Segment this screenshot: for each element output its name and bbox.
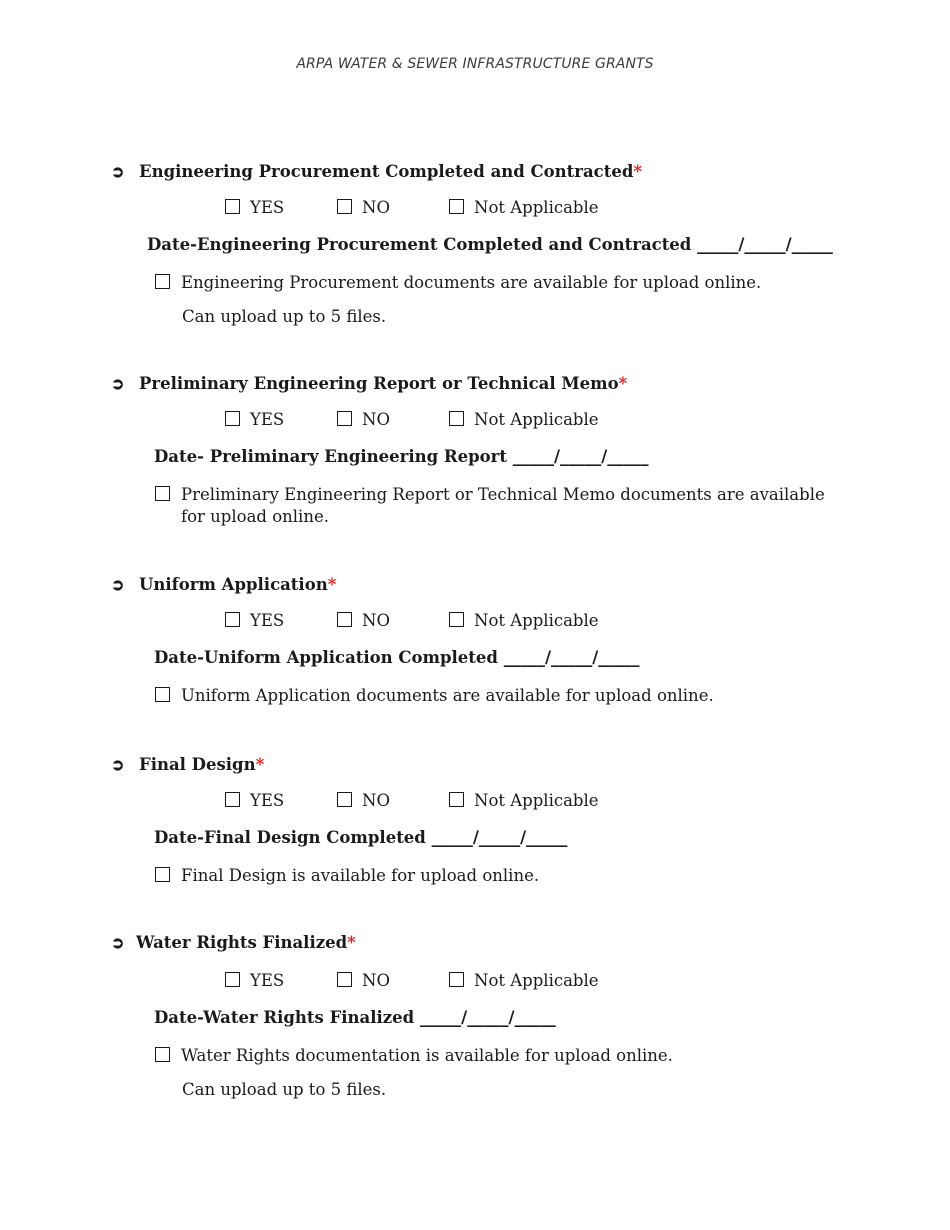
- yes-checkbox[interactable]: [225, 199, 240, 214]
- no-checkbox[interactable]: [337, 792, 352, 807]
- no-label: NO: [362, 971, 390, 990]
- option-not-applicable[interactable]: [449, 971, 599, 990]
- circled-arrow-icon: ➲: [111, 933, 125, 952]
- upload-limit-note: Can upload up to 5 files.: [182, 1080, 387, 1099]
- not-applicable-checkbox[interactable]: [449, 612, 464, 627]
- yes-label: YES: [250, 198, 285, 217]
- option-no[interactable]: [337, 611, 390, 630]
- upload-available[interactable]: [155, 1045, 835, 1067]
- date-field[interactable]: Date-Engineering Procurement Completed and Contracted _____/_____/_____: [147, 235, 833, 254]
- upload-text: Final Design is available for upload online.: [181, 866, 540, 885]
- not-applicable-label: Not Applicable: [474, 971, 599, 990]
- required-asterisk: *: [633, 162, 643, 181]
- upload-text: Uniform Application documents are available for upload online.: [181, 686, 714, 705]
- not-applicable-checkbox[interactable]: [449, 792, 464, 807]
- option-no[interactable]: [337, 410, 390, 429]
- option-not-applicable[interactable]: [449, 791, 599, 810]
- circled-arrow-icon: ➲: [111, 162, 125, 181]
- upload-available[interactable]: [155, 484, 835, 528]
- required-asterisk: *: [618, 374, 628, 393]
- no-checkbox[interactable]: [337, 199, 352, 214]
- date-field[interactable]: Date- Preliminary Engineering Report _____/_____/_____: [154, 447, 649, 466]
- date-field[interactable]: Date-Water Rights Finalized _____/_____/_____: [154, 1008, 556, 1027]
- upload-limit-note: Can upload up to 5 files.: [182, 307, 387, 326]
- option-no[interactable]: [337, 791, 390, 810]
- no-label: NO: [362, 611, 390, 630]
- circled-arrow-icon: ➲: [111, 374, 125, 393]
- yes-checkbox[interactable]: [225, 411, 240, 426]
- upload-checkbox[interactable]: [155, 867, 170, 882]
- not-applicable-checkbox[interactable]: [449, 411, 464, 426]
- not-applicable-checkbox[interactable]: [449, 199, 464, 214]
- question-title-text: Engineering Procurement Completed and Contracted: [139, 162, 634, 181]
- not-applicable-checkbox[interactable]: [449, 972, 464, 987]
- upload-checkbox[interactable]: [155, 687, 170, 702]
- circled-arrow-icon: ➲: [111, 575, 125, 594]
- yes-checkbox[interactable]: [225, 792, 240, 807]
- upload-text: Water Rights documentation is available for upload online.: [181, 1046, 673, 1065]
- document-header: ARPA WATER & SEWER INFRASTRUCTURE GRANTS: [296, 56, 654, 72]
- required-asterisk: *: [255, 755, 265, 774]
- required-asterisk: *: [327, 575, 337, 594]
- option-yes[interactable]: [225, 791, 284, 810]
- yes-checkbox[interactable]: [225, 972, 240, 987]
- question-title-text: Water Rights Finalized: [136, 933, 348, 952]
- upload-available[interactable]: [155, 272, 835, 294]
- yes-label: YES: [250, 791, 285, 810]
- upload-checkbox[interactable]: [155, 274, 170, 289]
- option-yes[interactable]: [225, 410, 284, 429]
- option-yes[interactable]: [225, 611, 284, 630]
- option-yes[interactable]: [225, 971, 284, 990]
- upload-checkbox[interactable]: [155, 1047, 170, 1062]
- required-asterisk: *: [347, 933, 356, 952]
- option-no[interactable]: [337, 198, 390, 217]
- upload-available[interactable]: [155, 685, 835, 707]
- upload-text: Preliminary Engineering Report or Technical Memo documents are available for upload online.: [181, 485, 825, 526]
- no-checkbox[interactable]: [337, 972, 352, 987]
- yes-checkbox[interactable]: [225, 612, 240, 627]
- yes-label: YES: [250, 611, 285, 630]
- circled-arrow-icon: ➲: [111, 755, 125, 774]
- yes-label: YES: [250, 971, 285, 990]
- option-not-applicable[interactable]: [449, 198, 599, 217]
- no-label: NO: [362, 198, 390, 217]
- not-applicable-label: Not Applicable: [474, 410, 599, 429]
- date-field[interactable]: Date-Uniform Application Completed _____/_____/_____: [154, 648, 640, 667]
- question-title: [111, 933, 356, 952]
- upload-checkbox[interactable]: [155, 486, 170, 501]
- no-checkbox[interactable]: [337, 612, 352, 627]
- option-not-applicable[interactable]: [449, 410, 599, 429]
- question-title: [111, 575, 336, 594]
- upload-available[interactable]: [155, 865, 835, 887]
- question-title: [111, 374, 627, 393]
- no-checkbox[interactable]: [337, 411, 352, 426]
- not-applicable-label: Not Applicable: [474, 198, 599, 217]
- question-title: [111, 755, 264, 774]
- question-title-text: Final Design: [139, 755, 256, 774]
- not-applicable-label: Not Applicable: [474, 791, 599, 810]
- question-title: [111, 162, 642, 181]
- option-no[interactable]: [337, 971, 390, 990]
- question-title-text: Preliminary Engineering Report or Technical Memo: [139, 374, 619, 393]
- upload-text: Engineering Procurement documents are available for upload online.: [181, 273, 762, 292]
- date-field[interactable]: Date-Final Design Completed _____/_____/_____: [154, 828, 568, 847]
- no-label: NO: [362, 410, 390, 429]
- question-title-text: Uniform Application: [139, 575, 328, 594]
- option-not-applicable[interactable]: [449, 611, 599, 630]
- option-yes[interactable]: [225, 198, 284, 217]
- yes-label: YES: [250, 410, 285, 429]
- no-label: NO: [362, 791, 390, 810]
- not-applicable-label: Not Applicable: [474, 611, 599, 630]
